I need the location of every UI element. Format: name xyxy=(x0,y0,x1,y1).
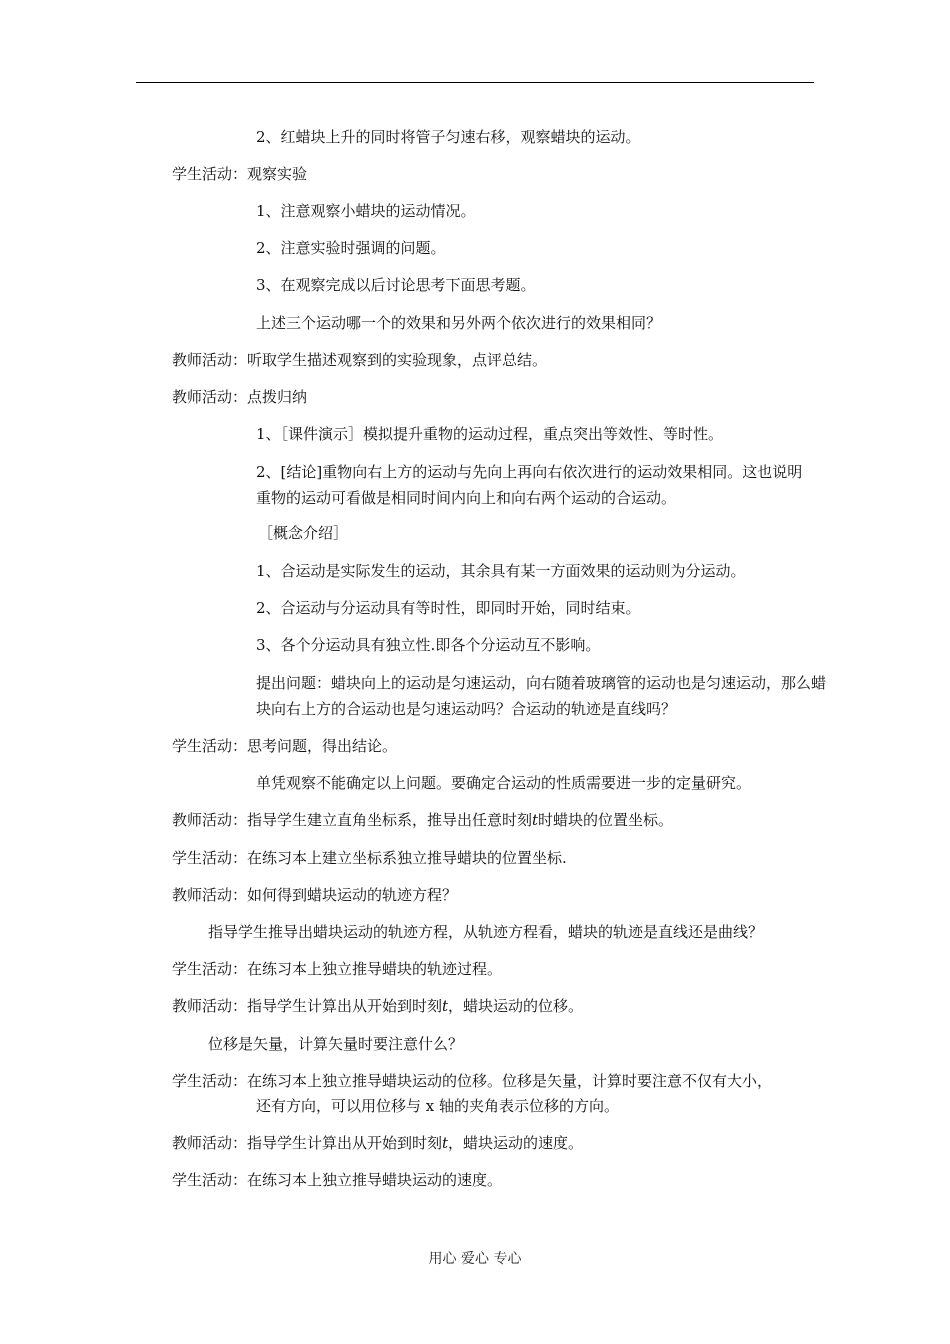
text-segment: 时蜡块的位置坐标。 xyxy=(538,811,674,829)
text-line: 还有方向，可以用位移与 x 轴的夹角表示位移的方向。 xyxy=(256,1097,619,1115)
text-line xyxy=(172,996,583,1016)
text-line: 学生活动：思考问题，得出结论。 xyxy=(172,737,398,755)
text-line: 3、各个分运动具有独立性.即各个分运动互不影响。 xyxy=(256,636,601,654)
text-line: 教师活动：听取学生描述观察到的实验现象，点评总结。 xyxy=(172,351,548,369)
text-line: 教师活动：点拨归纳 xyxy=(172,388,308,406)
time-variable: t xyxy=(442,997,449,1015)
text-segment: ，蜡块运动的速度。 xyxy=(448,1134,584,1152)
text-line: 位移是矢量，计算矢量时要注意什么？ xyxy=(208,1035,464,1053)
time-variable: t xyxy=(442,1134,449,1152)
question-paragraph: 提出问题：蜡块向上的运动是匀速运动，向右随着玻璃管的运动也是匀速运动，那么蜡块向右上方的合运动也是匀速运动吗？合运动的轨迹是直线吗？ xyxy=(256,674,827,718)
text-line xyxy=(172,1133,583,1153)
text-line: 学生活动：在练习本上独立推导蜡块运动的速度。 xyxy=(172,1171,503,1189)
text-line: 学生活动：在练习本上独立推导蜡块的轨迹过程。 xyxy=(172,960,503,978)
conclusion-paragraph: 2、[结论]重物向右上方的运动与先向上再向右依次进行的运动效果相同。这也说明重物的运动可看做是相同时间内向上和向右两个运动的合运动。 xyxy=(256,463,803,507)
text-line: 2、合运动与分运动具有等时性，即同时开始，同时结束。 xyxy=(256,599,641,617)
text-line: 学生活动：在练习本上独立推导蜡块运动的位移。位移是矢量，计算时要注意不仅有大小， xyxy=(172,1072,773,1090)
time-variable: t xyxy=(532,811,539,829)
text-line: 1、［课件演示］模拟提升重物的运动过程，重点突出等效性、等时性。 xyxy=(256,425,724,443)
text-line: 学生活动：观察实验 xyxy=(172,165,308,183)
text-segment: 教师活动：指导学生计算出从开始到时刻 xyxy=(172,1134,443,1152)
header-rule xyxy=(136,82,814,83)
text-line: 上述三个运动哪一个的效果和另外两个依次进行的效果相同？ xyxy=(256,314,662,332)
text-segment: 教师活动：指导学生建立直角坐标系，推导出任意时刻 xyxy=(172,811,533,829)
text-line: 教师活动：如何得到蜡块运动的轨迹方程？ xyxy=(172,886,458,904)
text-line: 2、红蜡块上升的同时将管子匀速右移，观察蜡块的运动。 xyxy=(256,128,641,146)
text-line: 1、注意观察小蜡块的运动情况。 xyxy=(256,202,476,220)
text-line: 单凭观察不能确定以上问题。要确定合运动的性质需要进一步的定量研究。 xyxy=(256,774,752,792)
text-segment: 教师活动：指导学生计算出从开始到时刻 xyxy=(172,997,443,1015)
text-line: ［概念介绍］ xyxy=(258,524,349,542)
text-line: 3、在观察完成以后讨论思考下面思考题。 xyxy=(256,276,536,294)
text-line: 指导学生推导出蜡块运动的轨迹方程，从轨迹方程看，蜡块的轨迹是直线还是曲线？ xyxy=(208,923,764,941)
text-line: 学生活动：在练习本上建立坐标系独立推导蜡块的位置坐标. xyxy=(172,849,567,867)
page-footer: 用心 爱心 专心 xyxy=(428,1251,522,1267)
text-line xyxy=(172,810,673,830)
text-line: 1、合运动是实际发生的运动，其余具有某一方面效果的运动则为分运动。 xyxy=(256,562,746,580)
text-segment: ，蜡块运动的位移。 xyxy=(448,997,584,1015)
text-line: 2、注意实验时强调的问题。 xyxy=(256,239,446,257)
